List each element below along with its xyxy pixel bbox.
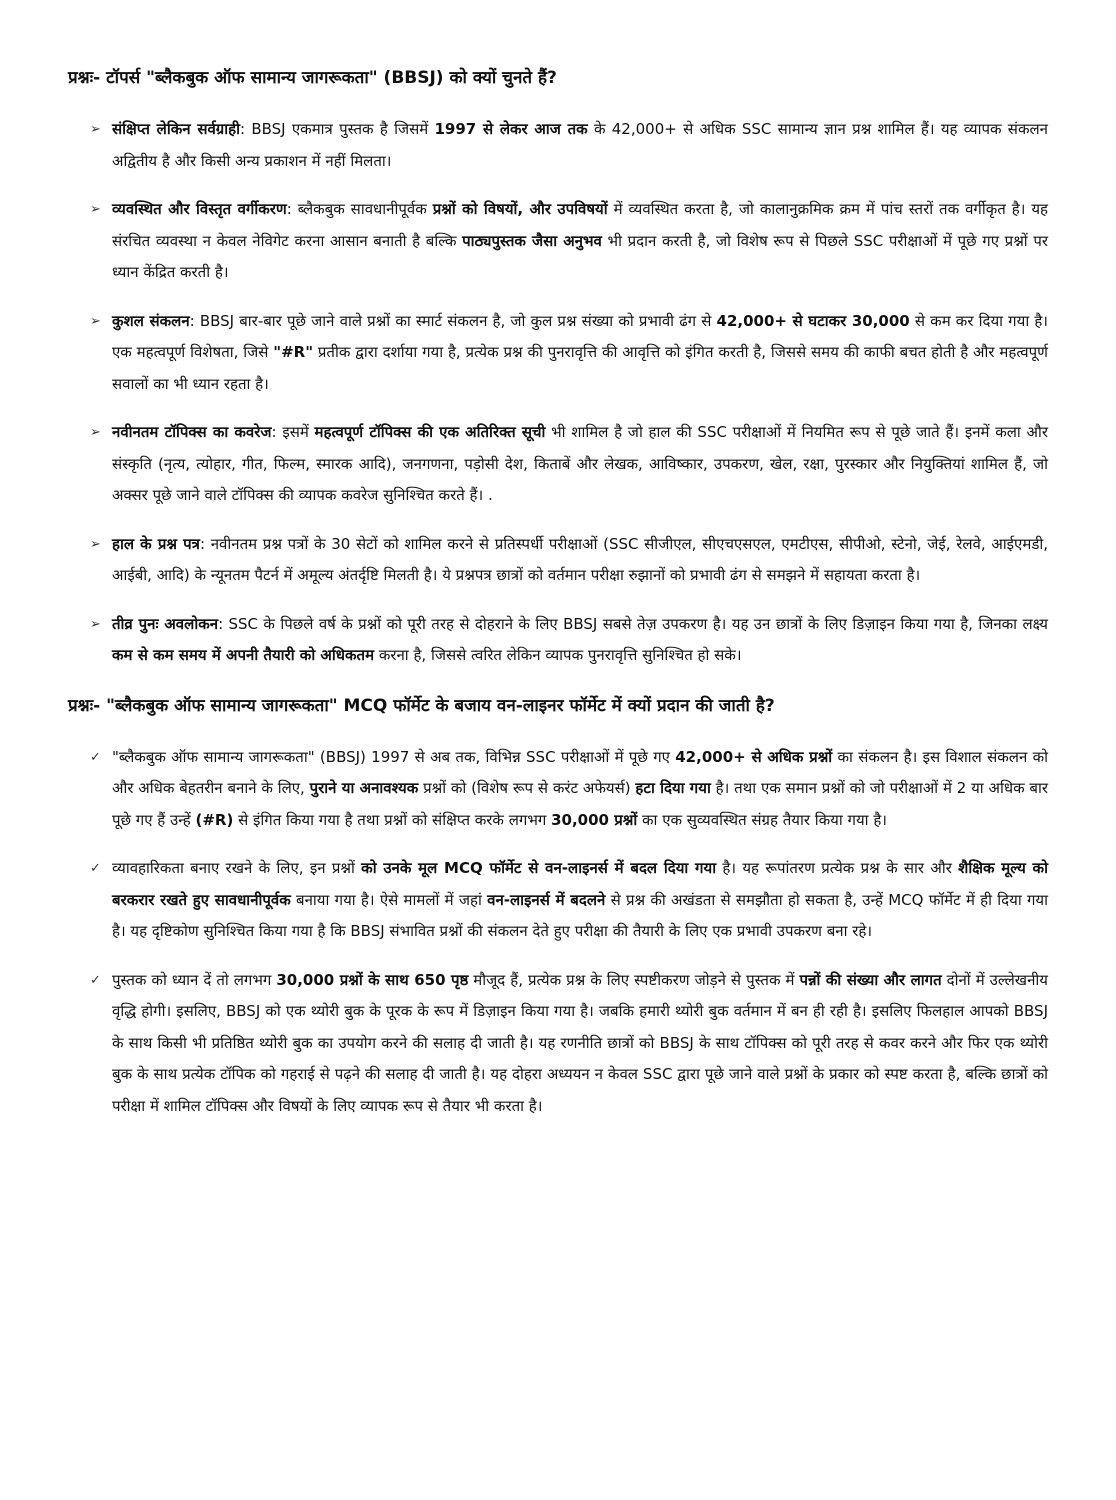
item-highlight: पन्नों की संख्या और लागत [799, 970, 942, 989]
arrow-bullet-icon: ➢ [90, 122, 101, 137]
list-item [90, 417, 1048, 512]
item-text: प्रश्नों को (विशेष रूप से करंट अफेयर्स) [418, 779, 636, 797]
arrow-bullet-icon: ➢ [90, 616, 101, 632]
item-text: प्रतीक द्वारा दर्शाया गया है, प्रत्येक प्रश्न की पुनरावृत्ति की आवृत्ति को इंगित करती है, जिससे समय की काफी बचत होती है और महत्वपूर्ण सवालों का भी ध्यान रहता है। [112, 343, 1049, 393]
question-heading: प्रश्नः- "ब्लैकबुक ऑफ सामान्य जागरूकता" MCQ फॉर्मेट के बजाय वन-लाइनर फॉर्मेट में क्यों प्रदान की जाती है? [68, 695, 775, 716]
item-highlight: 30,000 प्रश्नों के साथ 650 पृष्ठ [276, 970, 469, 989]
item-highlight: 30,000 प्रश्नों [551, 810, 638, 829]
item-text: व्यावहारिकता बनाए रखने के लिए, इन प्रश्नों [112, 859, 362, 877]
item-text: से कम कर दिया गया है। एक महत्वपूर्ण विशेषता, जिसे [112, 311, 1048, 361]
list-item [90, 965, 1048, 1123]
list-item [90, 529, 1048, 592]
item-highlight: "#R" [273, 343, 314, 361]
check-bullet-icon: ✓ [90, 861, 101, 876]
item-text: से प्रश्न की अखंडता से समझौता हो सकता है, उन्हें MCQ फॉर्मेट में ही दिया गया है। यह दृष्टिकोण सुनिश्चित किया गया है कि BBSJ संभावित प्रश्नों की संकलन देते हुए परीक्षा की तैयारी के लिए एक प्रभावी उपकरण बना रहे। [112, 890, 1048, 940]
answer-list [90, 742, 1048, 1123]
item-text: : SSC के पिछले वर्ष के प्रश्नों को पूरी तरह से दोहराने के लिए BBSJ सबसे तेज़ उपकरण है। यह उन छात्रों के लिए डिज़ाइन किया गया है, जिनका लक्ष्य [218, 614, 1049, 633]
answer-list [90, 114, 1048, 672]
item-title: कुशल संकलन [112, 311, 190, 330]
item-highlight: (#R) [195, 810, 234, 829]
check-bullet-icon: ✓ [90, 749, 101, 765]
item-text: भी शामिल है जो हाल की SSC परीक्षाओं में नियमित रूप से पूछे जाते हैं। इनमें कला और संस्कृति (नृत्य, त्योहार, गीत, फिल्म, स्मारक आदि), जनगणना, पड़ोसी देश, किताबें और लेखक, आविष्कार, उपकरण, खेल, रक्षा, पुरस्कार और नियुक्तियां शामिल हैं, जो अक्सर पूछे जाने वाले टॉपिक्स की व्यापक कवरेज सुनिश्चित करते हैं। . [112, 423, 1048, 504]
item-text: : नवीनतम प्रश्न पत्रों के 30 सेटों को शामिल करने से प्रतिस्पर्धी परीक्षाओं (SSC सीजीएल, सीएचएसएल, एमटीएस, सीपीओ, स्टेनो, जेई, रेलवे, आईएमडी, आईबी, आदि) के न्यूनतम पैटर्न में अमूल्य अंतर्दृष्टि मिलती है। ये प्रश्नपत्र छात्रों को वर्तमान परीक्षा रुझानों को प्रभावी ढंग से समझने में सहायता करता है। [112, 534, 1048, 584]
item-text: का संकलन है। इस विशाल संकलन को और अधिक बेहतरीन बनाने के लिए, [112, 747, 1048, 797]
list-item [90, 609, 1048, 672]
item-highlight: प्रश्नों को विषयों, और उपविषयों [432, 200, 608, 218]
check-bullet-icon: ✓ [90, 972, 101, 988]
item-title: व्यवस्थित और विस्तृत वर्गीकरण [112, 200, 287, 218]
item-highlight: 1997 से लेकर आज तक [434, 120, 588, 138]
list-item [90, 306, 1048, 401]
item-highlight: पुराने या अनावश्यक [309, 779, 419, 797]
item-highlight: महत्वपूर्ण टॉपिक्स की एक अतिरिक्त सूची [314, 423, 546, 441]
item-highlight: कम से कम समय में अपनी तैयारी को अधिकतम [112, 646, 375, 664]
item-text: : ब्लैकबुक सावधानीपूर्वक [286, 200, 433, 218]
item-title: तीव्र पुनः अवलोकन [112, 614, 219, 633]
item-title: हाल के प्रश्न पत्र [112, 534, 200, 553]
item-highlight: 42,000+ से अधिक प्रश्नों [675, 747, 833, 766]
item-text: "ब्लैकबुक ऑफ सामान्य जागरूकता" (BBSJ) 1997 से अब तक, विभिन्न SSC परीक्षाओं में पूछे गए [112, 747, 676, 766]
item-text: दोनों में उल्लेखनीय वृद्धि होगी। इसलिए, BBSJ को एक थ्योरी बुक के पूरक के रूप में डिज़ाइन किया गया है। जबकि हमारी थ्योरी बुक वर्तमान में बन ही रही है। इसलिए फिलहाल आपको BBSJ के साथ किसी भी प्रतिष्ठित थ्योरी बुक का उपयोग करने की सलाह दी जाती है। यह रणनीति छात्रों को BBSJ के साथ टॉपिक्स को पूरी तरह से कवर करने और फिर एक थ्योरी बुक के साथ प्रत्येक टॉपिक को गहराई से पढ़ने की सलाह दी जाती है। यह दोहरा अध्ययन न केवल SSC द्वारा पूछे जाने वाले प्रश्नों के प्रकार को स्पष्ट करता है, बल्कि छात्रों को परीक्षा में शामिल टॉपिक्स और विषयों के लिए व्यापक रूप से तैयार भी करता है। [112, 970, 1048, 1115]
list-item [90, 194, 1048, 289]
item-text: : BBSJ बार-बार पूछे जाने वाले प्रश्नों का स्मार्ट संकलन है, जो कुल प्रश्न संख्या को प्रभावी ढंग से [189, 311, 717, 330]
item-title: संक्षिप्त लेकिन सर्वग्राही [112, 120, 240, 138]
item-text: भी प्रदान करती है, जो विशेष रूप से पिछले SSC परीक्षाओं में पूछे गए प्रश्नों पर ध्यान केंद्रित करती है। [112, 231, 1048, 281]
item-text: करना है, जिससे त्वरित लेकिन व्यापक पुनरावृत्ति सुनिश्चित हो सके। [374, 646, 742, 664]
item-text: पुस्तक को ध्यान दें तो लगभग [112, 970, 277, 989]
item-text: के 42,000+ से अधिक SSC सामान्य ज्ञान प्रश्न शामिल हैं। यह व्यापक संकलन अद्वितीय है और किसी अन्य प्रकाशन में नहीं मिलता। [112, 120, 1048, 170]
item-highlight: पाठ्यपुस्तक जैसा अनुभव [462, 231, 602, 250]
item-text: में व्यवस्थित करता है, जो कालानुक्रमिक क्रम में पांच स्तरों तक वर्गीकृत है। यह संरचित व्यवस्था न केवल नेविगेट करना आसान बनाती है बल्कि [112, 200, 1049, 250]
item-highlight: वन-लाइनर्स में बदलने [487, 890, 606, 909]
arrow-bullet-icon: ➢ [90, 536, 101, 552]
item-text: है। तथा एक समान प्रश्नों को जो परीक्षाओं में 2 या अधिक बार पूछे गए हैं उन्हें [112, 779, 1048, 829]
item-text: बनाया गया है। ऐसे मामलों में जहां [290, 890, 488, 909]
arrow-bullet-icon: ➢ [90, 425, 101, 440]
item-title: नवीनतम टॉपिक्स का कवरेज [112, 423, 272, 441]
item-highlight: हटा दिया गया [635, 779, 711, 797]
list-item [90, 853, 1048, 948]
item-text: मौजूद हैं, प्रत्येक प्रश्न के लिए स्पष्टीकरण जोड़ने से पुस्तक में [468, 970, 800, 989]
item-text: है। यह रूपांतरण प्रत्येक प्रश्न के सार और [716, 859, 959, 877]
item-text: : BBSJ एकमात्र पुस्तक है जिसमें [240, 120, 435, 138]
item-text: से इंगित किया गया है तथा प्रश्नों को संक्षिप्त करके लगभग [233, 810, 552, 829]
arrow-bullet-icon: ➢ [90, 313, 101, 329]
item-text: : इसमें [271, 423, 315, 441]
list-item [90, 114, 1048, 177]
question-heading: प्रश्नः- टॉपर्स "ब्लैकबुक ऑफ सामान्य जागरूकता" (BBSJ) को क्यों चुनते हैं? [68, 68, 557, 88]
item-text: का एक सुव्यवस्थित संग्रह तैयार किया गया है। [637, 810, 887, 829]
item-highlight: शैक्षिक मूल्य को बरकरार रखते हुए सावधानीपूर्वक [112, 859, 1048, 909]
item-highlight: 42,000+ से घटाकर 30,000 [716, 311, 910, 330]
item-highlight: को उनके मूल MCQ फॉर्मेट से वन-लाइनर्स में बदल दिया गया [361, 859, 717, 877]
arrow-bullet-icon: ➢ [90, 202, 101, 217]
list-item [90, 742, 1048, 837]
